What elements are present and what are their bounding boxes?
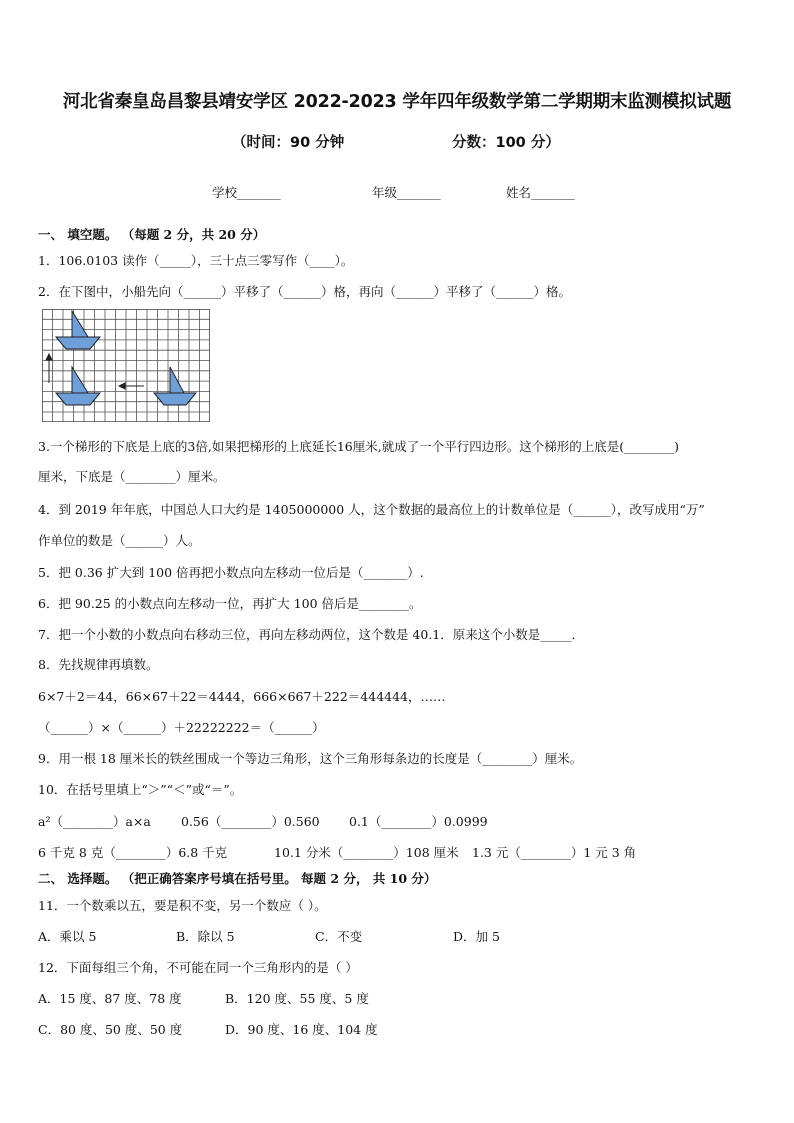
name-field: 姓名_______ [506,185,575,200]
school-field: 学校_______ [212,185,281,200]
question-10: 10．在括号里填上“＞”“＜”或“＝”。 [38,782,243,797]
section-2-heading: 二、 选择题。 （把正确答案序号填在括号里。 每题 2 分， 共 10 分） [38,871,437,886]
boat-top-hull [56,337,100,349]
q10-item-2: 0.56（________）0.560 [181,814,320,829]
q10-item-1: a²（________）a×a [38,814,151,829]
q12-option-a: A．15 度、87 度、78 度 [38,991,182,1006]
q12-option-b: B．120 度、55 度、5 度 [225,991,369,1006]
question-4-line-2: 作单位的数是（______）人。 [38,533,201,548]
exam-score: 分数：100 分） [452,135,560,151]
question-8-blank: （______）×（______）＋22222222＝（______） [38,720,325,735]
grid-figure [42,309,210,423]
question-3-line-2: 厘米，下底是（________）厘米。 [38,469,226,484]
exam-time: （时间：90 分钟 [232,135,345,151]
up-arrow [46,354,52,383]
question-8-pattern: 6×7＋2＝44，66×67＋22＝4444，666×667＋222＝444444，…… [38,689,446,704]
q11-option-d: D．加 5 [453,929,500,944]
question-11: 11．一个数乘以五，要是积不变，另一个数应（ ）。 [38,898,327,913]
boat-br-hull [154,393,196,405]
boat-bottom-right [154,367,196,405]
question-8: 8．先找规律再填数。 [38,657,159,672]
boat-top-sail [72,311,88,337]
question-9: 9．用一根 18 厘米长的铁丝围成一个等边三角形，这个三角形每条边的长度是（________）厘米。 [38,751,583,766]
q10-item-4: 6 千克 8 克（________）6.8 千克 [38,845,228,860]
boat-bottom-left [56,367,100,405]
boat-bl-hull [56,393,100,405]
q12-option-d: D．90 度、16 度、104 度 [225,1022,378,1037]
q11-option-a: A．乘以 5 [38,929,97,944]
question-4-line-1: 4．到 2019 年年底，中国总人口大约是 1405000000 人，这个数据的最高位上的计数单位是（______），改写成用“万” [38,502,705,517]
q10-item-5: 10.1 分米（________）108 厘米 [274,845,459,860]
grade-field: 年级_______ [372,185,441,200]
question-1: 1．106.0103 读作（_____），三十点三零写作（____）。 [38,253,354,268]
question-12: 12．下面每组三个角，不可能在同一个三角形内的是（ ） [38,960,358,975]
q11-option-c: C．不变 [315,929,363,944]
exam-title: 河北省秦皇岛昌黎县靖安学区 2022-2023 学年四年级数学第二学期期末监测模拟试题 [62,92,732,112]
question-6: 6．把 90.25 的小数点向左移动一位，再扩大 100 倍后是________。 [38,596,422,611]
question-2: 2．在下图中，小船先向（______）平移了（______）格，再向（______）平移了（______）格。 [38,284,571,299]
q10-item-3: 0.1（________）0.0999 [349,814,488,829]
q11-option-b: B．除以 5 [176,929,235,944]
left-arrow [119,383,144,389]
question-5: 5．把 0.36 扩大到 100 倍再把小数点向左移动一位后是（_______）. [38,565,424,580]
boat-translation-figure [42,309,210,427]
q10-item-6: 1.3 元（________）1 元 3 角 [472,845,637,860]
question-3-line-1: 3.一个梯形的下底是上底的3倍,如果把梯形的上底延长16厘米,就成了一个平行四边形。这个梯形的上底是(________) [38,439,679,454]
q12-option-c: C．80 度、50 度、50 度 [38,1022,183,1037]
question-7: 7．把一个小数的小数点向右移动三位，再向左移动两位，这个数是 40.1．原来这个小数是_____． [38,627,585,642]
section-1-heading: 一、 填空题。 （每题 2 分，共 20 分） [38,227,266,242]
